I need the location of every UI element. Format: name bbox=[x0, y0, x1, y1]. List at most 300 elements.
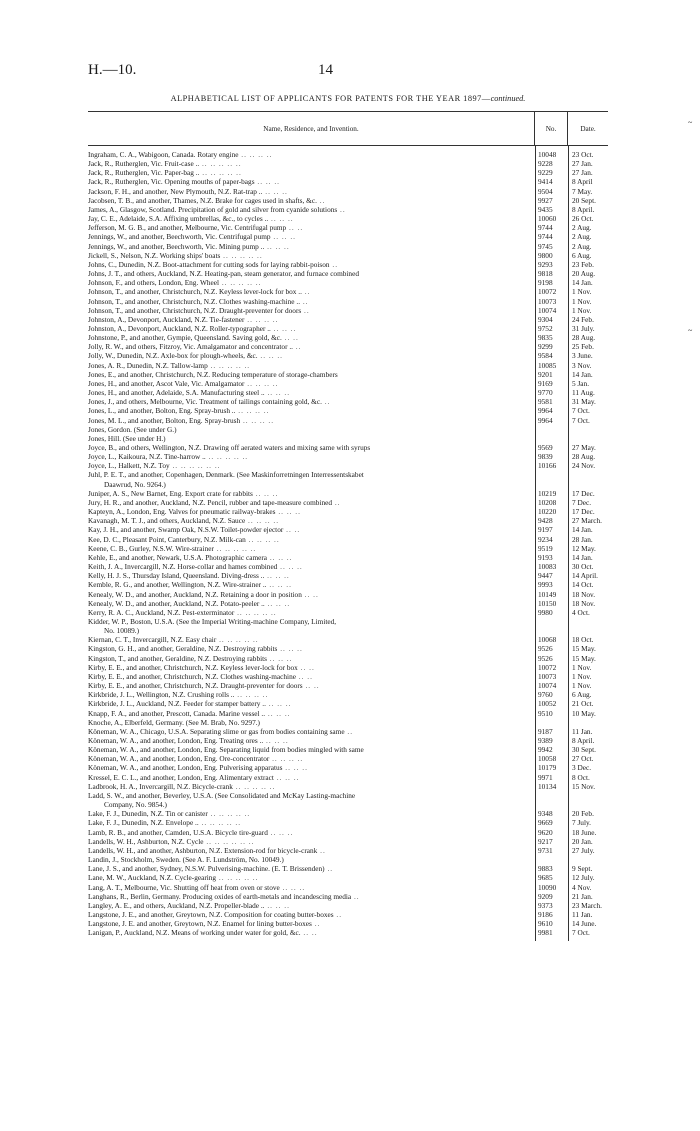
invention-text: Kenealy, W. D., and another, Auckland, N.Z. Retaining a door in position bbox=[88, 589, 302, 599]
invention-cell bbox=[88, 699, 535, 708]
invention-text: Jacobsen, T. B., and another, Thames, N.Z. Brake for cages used in shafts, &c. bbox=[88, 195, 317, 205]
invention-text: Köneman, W. A., and another, London, Eng. Separating liquid from bodies mingled with same bbox=[88, 745, 364, 755]
leader-dots: .. .. .. .. .. bbox=[220, 250, 263, 260]
table-row bbox=[88, 745, 608, 754]
patent-number: 9201 bbox=[538, 369, 553, 379]
invention-cell bbox=[88, 754, 535, 763]
patent-number: 10052 bbox=[538, 699, 557, 709]
table-row bbox=[88, 278, 608, 287]
patent-number: 9447 bbox=[538, 571, 553, 581]
invention-cell bbox=[88, 452, 535, 461]
invention-text: Johnstone, P., and another, Gympie, Queensland. Saving gold, &c. bbox=[88, 333, 282, 343]
table-row bbox=[88, 434, 608, 443]
patent-date: 5 Jan. bbox=[572, 378, 590, 388]
patent-number: 9744 bbox=[538, 223, 553, 233]
patent-number: 9504 bbox=[538, 186, 553, 196]
patent-date: 27 July. bbox=[572, 845, 595, 855]
table-row bbox=[88, 535, 608, 544]
leader-dots: .. .. .. bbox=[254, 177, 280, 187]
patent-number bbox=[535, 855, 568, 864]
patent-number: 9745 bbox=[538, 241, 553, 251]
invention-text: Jolly, R. W., and others, Fitzroy, Vic. Amalgamator and concentrator .. bbox=[88, 342, 293, 352]
patent-date: 18 Nov. bbox=[572, 589, 596, 599]
invention-cell bbox=[88, 617, 535, 626]
patent-date: 2 Aug. bbox=[572, 241, 592, 251]
leader-dots: .. bbox=[301, 287, 311, 297]
invention-text: Kressel, E. C. L., and another, London, Eng. Alimentary extract bbox=[88, 772, 274, 782]
patent-number: 9669 bbox=[538, 818, 553, 828]
table-body bbox=[88, 146, 608, 937]
patent-date: 8 Oct. bbox=[572, 772, 590, 782]
leader-dots: .. bbox=[333, 909, 343, 919]
table-row bbox=[88, 251, 608, 260]
invention-cell bbox=[88, 763, 535, 772]
table-row bbox=[88, 232, 608, 241]
invention-cell bbox=[88, 489, 535, 498]
leader-dots: .. .. .. .. .. bbox=[213, 543, 257, 553]
patent-number: 9414 bbox=[538, 177, 553, 187]
leader-dots: .. .. .. .. .. .. bbox=[169, 461, 221, 471]
invention-cell bbox=[88, 828, 535, 837]
invention-text: Keene, C. B., Gurley, N.S.W. Wire-strainer bbox=[88, 543, 214, 553]
patent-number: 9927 bbox=[538, 195, 553, 205]
invention-text: Jack, R., Rutherglen, Vic. Paper-bag .. bbox=[88, 168, 200, 178]
patent-date: 27 Oct. bbox=[572, 754, 594, 764]
invention-text: Köneman, W. A., and another, London, Eng. Pulverising apparatus bbox=[88, 763, 283, 773]
table-row bbox=[88, 443, 608, 452]
patent-number: 9731 bbox=[538, 845, 553, 855]
leader-dots: .. .. .. bbox=[262, 186, 288, 196]
patent-date bbox=[568, 791, 608, 800]
patent-number: 9519 bbox=[538, 543, 553, 553]
patent-number: 10072 bbox=[538, 662, 557, 672]
patent-date bbox=[568, 718, 608, 727]
leader-dots: .. .. .. .. bbox=[238, 150, 273, 159]
table-row bbox=[88, 287, 608, 296]
patent-number: 9389 bbox=[538, 736, 553, 745]
invention-cell bbox=[88, 571, 535, 580]
patent-date: 18 Oct. bbox=[572, 635, 594, 645]
invention-text: Joyce, L., Kaikoura, N.Z. Tine-harrow .. bbox=[88, 452, 206, 462]
patent-number: 9839 bbox=[538, 452, 553, 462]
table-row bbox=[88, 397, 608, 406]
patent-date: 2 Aug. bbox=[572, 223, 592, 233]
invention-text: Kingston, G. H., and another, Geraldine, N.Z. Destroying rabbits bbox=[88, 644, 278, 654]
invention-text: Jennings, W., and another, Beechworth, Vic. Centrifugal pump bbox=[88, 232, 271, 242]
invention-text: Langstone, J. E., and another, Greytown, N.Z. Composition for coating butter-boxes bbox=[88, 909, 334, 919]
invention-cell bbox=[88, 901, 535, 910]
patent-number: 10134 bbox=[538, 781, 557, 791]
invention-text: Johnson, T., and another, Christchurch, N.Z. Draught-preventer for doors bbox=[88, 305, 302, 315]
table-row bbox=[88, 168, 608, 177]
invention-text: Kirkbride, J. L., Wellington, N.Z. Crushing rolls .. bbox=[88, 690, 235, 700]
leader-dots: .. .. .. bbox=[264, 388, 291, 398]
invention-cell bbox=[88, 525, 535, 534]
patent-date: 31 May. bbox=[572, 397, 596, 407]
patent-date bbox=[568, 470, 608, 479]
invention-text: No. 10089.) bbox=[104, 626, 140, 636]
invention-cell bbox=[88, 223, 535, 232]
leader-dots: .. .. .. .. .. bbox=[205, 452, 249, 462]
patent-date: 21 Oct. bbox=[572, 699, 594, 709]
invention-text: Jones, H., and another, Adelaide, S.A. Manufacturing steel .. bbox=[88, 388, 265, 398]
table-row bbox=[88, 580, 608, 589]
patent-date: 11 Jan. bbox=[572, 726, 593, 736]
invention-cell bbox=[88, 773, 535, 782]
patent-number: 9883 bbox=[538, 864, 553, 874]
leader-dots: .. .. .. .. .. bbox=[219, 278, 262, 288]
patent-number: 10149 bbox=[538, 589, 557, 599]
invention-cell bbox=[88, 159, 535, 168]
leader-dots: .. bbox=[300, 296, 309, 306]
table-row bbox=[88, 260, 608, 269]
leader-dots: .. .. bbox=[297, 662, 315, 672]
leader-dots: .. .. .. .. bbox=[269, 754, 304, 764]
patent-number: 9373 bbox=[538, 900, 553, 910]
patent-number: 10179 bbox=[538, 763, 557, 773]
leader-dots: .. bbox=[329, 259, 339, 269]
table-row bbox=[88, 608, 608, 617]
table-row bbox=[88, 718, 608, 727]
table-row bbox=[88, 205, 608, 214]
table-row bbox=[88, 919, 608, 928]
invention-text: Kemble, R. G., and another, Wellington, N.Z. Wire-strainer .. bbox=[88, 580, 267, 590]
patent-date: 18 June. bbox=[572, 827, 597, 837]
invention-cell bbox=[88, 260, 535, 269]
invention-cell bbox=[88, 745, 535, 754]
patent-date: 14 Jan. bbox=[572, 552, 593, 562]
invention-text: Jones, Hill. (See under H.) bbox=[88, 433, 166, 443]
patent-date: 1 Nov. bbox=[572, 287, 592, 297]
leader-dots: .. bbox=[292, 342, 302, 352]
invention-cell bbox=[88, 507, 535, 516]
patent-number: 9569 bbox=[538, 443, 553, 452]
invention-text: Jones, M. L., and another, Bolton, Eng. Spray-brush bbox=[88, 415, 241, 425]
invention-text: Daawrud, No. 9264.) bbox=[104, 479, 166, 489]
invention-cell bbox=[88, 315, 535, 324]
table-row bbox=[88, 159, 608, 168]
table-row bbox=[88, 654, 608, 663]
table-row bbox=[88, 910, 608, 919]
invention-cell bbox=[88, 608, 535, 617]
leader-dots: .. .. .. bbox=[265, 708, 291, 718]
heading-title: ALPHABETICAL LIST OF APPLICANTS FOR PATENTS FOR THE YEAR 1897— bbox=[170, 94, 491, 103]
invention-text: Kenealy, W. D., and another, Auckland, N.Z. Potato-peeler .. bbox=[88, 598, 265, 608]
patent-number: 9234 bbox=[538, 534, 553, 544]
invention-text: Lanigan, P., Auckland, N.Z. Means of working under water for gold, &c. bbox=[88, 928, 301, 938]
patent-number bbox=[535, 425, 568, 434]
patent-date: 14 June. bbox=[572, 919, 597, 929]
invention-cell bbox=[88, 635, 535, 644]
patent-number bbox=[535, 791, 568, 800]
invention-cell bbox=[88, 370, 535, 379]
leader-dots: .. .. .. .. bbox=[240, 415, 275, 425]
leader-dots: .. .. bbox=[301, 589, 319, 599]
invention-cell bbox=[88, 590, 535, 599]
patent-number: 9435 bbox=[538, 204, 553, 214]
patent-number: 10074 bbox=[538, 305, 557, 315]
invention-text: Lane, M. W., Auckland, N.Z. Cycle-gearing bbox=[88, 873, 217, 883]
patent-date: 6 Aug. bbox=[572, 250, 592, 260]
patent-number: 9980 bbox=[538, 607, 553, 617]
patent-number: 9187 bbox=[538, 726, 553, 736]
patent-number: 9964 bbox=[538, 415, 553, 425]
invention-text: Lane, J. S., and another, Sydney, N.S.W. Pulverising-machine. (E. T. Brissenden) bbox=[88, 864, 325, 874]
leader-dots: .. .. bbox=[295, 671, 313, 681]
invention-cell bbox=[88, 919, 535, 928]
invention-text: Johns, C., Dunedin, N.Z. Boot-attachment for cutting sods for laying rabbit-poison bbox=[88, 259, 330, 269]
patent-date: 20 Feb. bbox=[572, 809, 594, 819]
page-id: H.—10. bbox=[88, 62, 137, 78]
table-row bbox=[88, 928, 608, 937]
invention-text: Juhl, P. E. T., and another, Copenhagen, Denmark. (See Maskinforretningen Interressentskabet bbox=[88, 470, 364, 480]
invention-cell bbox=[88, 324, 535, 333]
invention-cell bbox=[88, 672, 535, 681]
table-row bbox=[88, 196, 608, 205]
leader-dots: .. .. .. .. .. bbox=[232, 781, 276, 791]
patent-date: 4 Nov. bbox=[572, 882, 592, 892]
patent-number: 9526 bbox=[538, 653, 553, 663]
leader-dots: .. .. .. bbox=[270, 323, 297, 333]
leader-dots: .. .. .. bbox=[267, 552, 293, 562]
patent-date: 30 Oct. bbox=[572, 562, 594, 572]
invention-text: Ingraham, C. A., Wabigoon, Canada. Rotary engine bbox=[88, 150, 239, 159]
patent-number: 9193 bbox=[538, 552, 553, 562]
invention-text: Ladd, S. W., and another, Beverley, U.S.A. (See Consolidated and McKay Lasting-machine bbox=[88, 790, 356, 800]
column-header-no: No. bbox=[535, 112, 568, 145]
invention-cell bbox=[88, 333, 535, 342]
invention-text: Jones, H., and another, Ascot Vale, Vic. Amalgamator bbox=[88, 378, 245, 388]
invention-cell bbox=[88, 709, 535, 718]
patent-date: 20 Jan. bbox=[572, 836, 593, 846]
invention-cell bbox=[88, 361, 535, 370]
patent-date: 8 April bbox=[572, 177, 593, 187]
patent-date: 2 Aug. bbox=[572, 232, 592, 242]
patent-number: 10060 bbox=[538, 214, 557, 224]
patent-number: 9581 bbox=[538, 397, 553, 407]
patent-number: 9526 bbox=[538, 644, 553, 654]
table-row bbox=[88, 837, 608, 846]
invention-text: James, A., Glasgow, Scotland. Precipitation of gold and silver from cyanide solutions bbox=[88, 204, 338, 214]
invention-cell bbox=[88, 681, 535, 690]
table-row bbox=[88, 864, 608, 873]
leader-dots: .. bbox=[317, 845, 326, 855]
invention-cell bbox=[88, 663, 535, 672]
invention-text: Jones, A. R., Dunedin, N.Z. Tallow-lamp bbox=[88, 360, 208, 370]
invention-cell bbox=[88, 498, 535, 507]
invention-text: Köneman, W. A., and another, London, Eng. Ore-concentrator bbox=[88, 754, 270, 764]
invention-text: Company, No. 9854.) bbox=[104, 800, 167, 810]
invention-cell bbox=[88, 736, 535, 745]
patent-number: 9835 bbox=[538, 333, 553, 343]
table-row bbox=[88, 892, 608, 901]
patent-date: 1 Nov. bbox=[572, 671, 592, 681]
table-row bbox=[88, 187, 608, 196]
patent-date: 14 Oct. bbox=[572, 580, 594, 590]
patent-date: 4 Oct. bbox=[572, 607, 590, 617]
heading-continued: continued. bbox=[490, 94, 526, 103]
invention-text: Kerry, R. A. C., Auckland, N.Z. Pest-exterminator bbox=[88, 607, 235, 617]
leader-dots: .. .. .. .. bbox=[244, 314, 279, 324]
table-row bbox=[88, 177, 608, 186]
table-row bbox=[88, 828, 608, 837]
patent-date: 23 Oct. bbox=[572, 150, 594, 159]
table-row bbox=[88, 461, 608, 470]
invention-cell bbox=[88, 846, 535, 855]
patent-number: 9198 bbox=[538, 278, 553, 288]
patent-number: 9293 bbox=[538, 259, 553, 269]
patent-date: 1 Nov. bbox=[572, 296, 592, 306]
patent-date: 27 Jan. bbox=[572, 168, 593, 178]
table-row bbox=[88, 498, 608, 507]
patent-number: 9217 bbox=[538, 836, 553, 846]
invention-cell bbox=[88, 351, 535, 360]
table-row bbox=[88, 553, 608, 562]
edge-mark: ~ bbox=[688, 118, 693, 127]
patent-date: 10 May. bbox=[572, 708, 596, 718]
invention-text: Landin, J., Stockholm, Sweden. (See A. F. Lundström, No. 10049.) bbox=[88, 855, 284, 865]
patent-number: 9744 bbox=[538, 232, 553, 242]
patent-number bbox=[535, 480, 568, 489]
invention-text: Jolly, W., Dunedin, N.Z. Axle-box for plough-wheels, &c. bbox=[88, 351, 258, 361]
leader-dots: .. .. bbox=[300, 928, 318, 938]
patent-date: 14 Jan. bbox=[572, 369, 593, 379]
patent-date: 17 Dec. bbox=[572, 488, 595, 498]
patent-date: 3 Dec. bbox=[572, 763, 592, 773]
invention-text: Kirkbride, J. L., Auckland, N.Z. Feeder for stamper battery .. bbox=[88, 699, 266, 709]
table-row bbox=[88, 480, 608, 489]
leader-dots: .. .. .. .. .. bbox=[199, 159, 242, 169]
leader-dots: .. .. .. .. .. bbox=[199, 168, 242, 178]
patent-number: 9169 bbox=[538, 378, 553, 388]
patent-number: 10072 bbox=[538, 287, 557, 297]
patent-date bbox=[568, 626, 608, 635]
patent-date: 24 Feb. bbox=[572, 314, 594, 324]
invention-text: Langhans, R., Berlin, Germany. Producing oxides of earth-metals and incandescing media bbox=[88, 891, 352, 901]
patent-date: 31 July. bbox=[572, 323, 595, 333]
invention-text: Kingston, T., and another, Geraldine, N.Z. Destroying rabbits bbox=[88, 653, 267, 663]
patent-number: 10058 bbox=[538, 754, 557, 764]
patent-date bbox=[568, 855, 608, 864]
invention-cell bbox=[88, 782, 535, 791]
table-row bbox=[88, 470, 608, 479]
patent-number: 9760 bbox=[538, 690, 553, 700]
table-row bbox=[88, 342, 608, 351]
invention-cell bbox=[88, 150, 535, 159]
leader-dots: .. .. .. bbox=[265, 699, 292, 709]
invention-cell bbox=[88, 297, 535, 306]
patent-number: 10219 bbox=[538, 488, 557, 498]
leader-dots: .. bbox=[332, 497, 341, 507]
invention-cell bbox=[88, 864, 535, 873]
invention-text: Kay, J. H., and another, Swamp Oak, N.S.W. Toilet-powder ejector bbox=[88, 525, 284, 535]
leader-dots: .. bbox=[301, 305, 310, 315]
patent-number: 9299 bbox=[538, 342, 553, 352]
patent-date: 27 Jan. bbox=[572, 159, 593, 169]
leader-dots: .. bbox=[311, 919, 321, 929]
invention-cell bbox=[88, 242, 535, 251]
leader-dots: .. .. .. bbox=[263, 736, 289, 745]
patent-number: 9197 bbox=[538, 525, 553, 535]
patent-number: 9209 bbox=[538, 891, 553, 901]
leader-dots: .. .. .. .. .. bbox=[216, 635, 259, 645]
table-row bbox=[88, 361, 608, 370]
patent-number bbox=[535, 617, 568, 626]
table-row bbox=[88, 544, 608, 553]
patent-date: 23 March. bbox=[572, 900, 602, 910]
patent-number: 9993 bbox=[538, 580, 553, 590]
invention-text: Johnston, A., Devonport, Auckland, N.Z. Tie-fastener bbox=[88, 314, 245, 324]
patent-date: 26 Oct. bbox=[572, 214, 594, 224]
invention-cell bbox=[88, 727, 535, 736]
invention-cell bbox=[88, 434, 535, 443]
table-row bbox=[88, 800, 608, 809]
patent-date: 7 July. bbox=[572, 818, 591, 828]
table-row bbox=[88, 306, 608, 315]
leader-dots: .. .. bbox=[281, 333, 299, 343]
table-row bbox=[88, 846, 608, 855]
patent-date: 15 Nov. bbox=[572, 781, 596, 791]
table-row bbox=[88, 773, 608, 782]
leader-dots: .. .. .. .. bbox=[234, 690, 269, 700]
leader-dots: .. .. .. bbox=[275, 507, 301, 517]
invention-cell bbox=[88, 553, 535, 562]
leader-dots: .. .. .. .. bbox=[235, 406, 270, 416]
table-row bbox=[88, 681, 608, 690]
table-row bbox=[88, 617, 608, 626]
invention-cell bbox=[88, 562, 535, 571]
table-row bbox=[88, 223, 608, 232]
invention-cell bbox=[88, 168, 535, 177]
table-row bbox=[88, 644, 608, 653]
patent-number: 10068 bbox=[538, 635, 557, 645]
leader-dots: .. .. .. bbox=[264, 900, 290, 910]
table-row bbox=[88, 855, 608, 864]
leader-dots: .. .. .. .. .. bbox=[207, 809, 251, 819]
patent-number: 10083 bbox=[538, 562, 557, 572]
invention-text: Knapp, F. A., and another, Prescott, Canada. Marine vessel .. bbox=[88, 708, 266, 718]
leader-dots: .. .. .. bbox=[266, 580, 292, 590]
patent-date: 17 Dec. bbox=[572, 507, 595, 517]
patent-date: 7 May. bbox=[572, 186, 593, 196]
patent-number: 10073 bbox=[538, 671, 557, 681]
patent-number: 10208 bbox=[538, 497, 557, 507]
invention-cell bbox=[88, 196, 535, 205]
table-row bbox=[88, 525, 608, 534]
patent-number: 9800 bbox=[538, 250, 553, 260]
invention-cell bbox=[88, 818, 535, 827]
leader-dots: .. .. .. bbox=[252, 488, 279, 498]
patent-number: 9348 bbox=[538, 809, 553, 819]
patent-date bbox=[568, 480, 608, 489]
patent-number: 9971 bbox=[538, 772, 553, 782]
invention-text: Jones, E., and another, Christchurch, N.Z. Reducing temperature of storage-chambers bbox=[88, 369, 338, 379]
patent-date: 11 Jan. bbox=[572, 909, 593, 919]
table-row bbox=[88, 782, 608, 791]
leader-dots: .. .. bbox=[302, 681, 320, 691]
patent-date: 7 Oct. bbox=[572, 928, 590, 938]
invention-text: Kirby, E. E., and another, Christchurch, N.Z. Draught-preventer for doors bbox=[88, 681, 303, 691]
table-row bbox=[88, 699, 608, 708]
invention-cell bbox=[88, 480, 535, 489]
invention-text: Kiernan, C. T., Invercargill, N.Z. Easy chair bbox=[88, 635, 217, 645]
leader-dots: .. .. .. bbox=[277, 562, 303, 572]
invention-text: Kidder, W. P., Boston, U.S.A. (See the Imperial Writing-machine Company, Limited, bbox=[88, 616, 337, 626]
patent-number: 10073 bbox=[538, 296, 557, 306]
leader-dots: .. .. .. .. bbox=[245, 516, 280, 526]
invention-cell bbox=[88, 690, 535, 699]
invention-cell bbox=[88, 177, 535, 186]
